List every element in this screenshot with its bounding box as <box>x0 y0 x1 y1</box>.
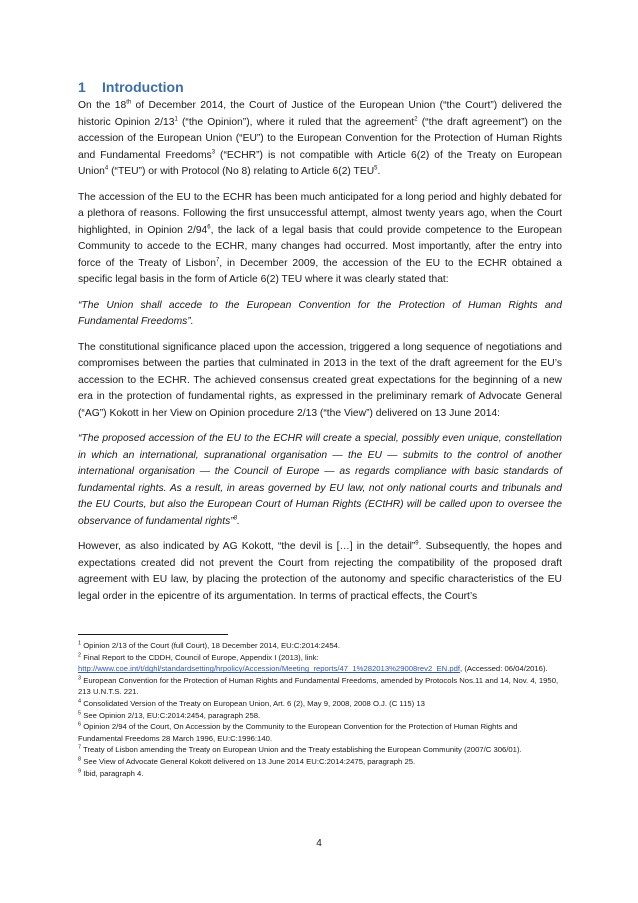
footnote-ref-3: 3 <box>211 149 216 156</box>
text-run: , the lack of a legal basis that could provide competence to the European Community to accede to the ECHR, many changes had occurred. Most importantly, after the entry into force of the Treaty of Lisbon <box>78 224 562 269</box>
text-run: (“the draft agreement”) on the accession of the European Union (“EU”) to the European Convention for the Protection of Human Rights and Fundamental Freedoms <box>78 116 562 161</box>
footnote-4 <box>78 698 562 710</box>
footnote-number: 1 <box>78 640 82 647</box>
main-content <box>78 78 562 614</box>
footnote-text: See Opinion 2/13, EU:C:2014:2454, paragraph 258. <box>81 710 261 720</box>
text-run: , in December 2009, the accession of the EU to the ECHR obtained a specific legal basis in the form of Article 6(2) TEU where it was clearly stated that: <box>78 257 562 285</box>
footnote-text: , (Accessed: 06/04/2016). <box>460 664 548 674</box>
text-run: (“the Opinion”), where it ruled that the agreement <box>177 116 415 128</box>
footnote-3 <box>78 675 562 698</box>
footnote-ref-5: 5 <box>374 165 378 172</box>
text-run: (“TEU”) or with Protocol (No 8) relating to Article 6(2) TEU <box>108 166 375 177</box>
section-heading <box>78 78 562 96</box>
footnote-number: 2 <box>78 652 82 659</box>
footnote-9 <box>78 768 562 780</box>
text-run: of December 2014, the Court of Justice of the European Union (“the Court”) delivered the historic Opinion 2/13 <box>78 100 562 128</box>
footnote-6 <box>78 721 562 744</box>
text-run: The accession of the EU to the ECHR has been much anticipated for a long period and highly debated for a plethora of reasons. Following the first unsuccessful attempt, almost twenty years ago, when the Court highlighted, in Opinion 2/94 <box>78 191 562 236</box>
footnote-8 <box>78 756 562 768</box>
footnote-text: See View of Advocate General Kokott delivered on 13 June 2014 EU:C:2014:2475, paragraph 25. <box>81 756 416 766</box>
footnote-text: Opinion 2/13 of the Court (full Court), 18 December 2014, EU:C:2014:2454. <box>81 641 341 650</box>
footnote-2 <box>78 652 562 675</box>
text-run: “The proposed accession of the EU to the ECHR will create a special, possibly even unique, constellation in which an international, supranational organisation — the EU — submits to the control of another international organisation — the Council of Europe — as regards compliance with basic standards of fundamental rights. As a result, in areas governed by EU law, not only national courts and tribunals and the EU Courts, but also the European Court of Human Rights (ECtHR) will be called upon to oversee the observance of fundamental rights” <box>78 433 562 527</box>
footnote-7 <box>78 744 562 756</box>
page-number: 4 <box>316 838 322 849</box>
paragraph-3: The constitutional significance placed upon the accession, triggered a long sequence of negotiations and compromises between the parties that culminated in 2013 in the text of the draft agreement for the EU’s accession to the ECHR. The achieved consensus created great expectations for the beginning of a new era in the protection of fundamental rights, as expressed in the preliminary remark of Advocate General (“AG”) Kokott in her View on Opinion procedure 2/13 (“the View”) delivered on 13 June 2014: <box>78 341 562 419</box>
footnote-ref-2: 2 <box>414 116 418 123</box>
footnote-link[interactable]: http://www.coe.int/t/dghl/standardsetting/hrpolicy/Accession/Meeting_reports/47_1%282013%29008rev2_EN.pdf <box>78 664 461 674</box>
footnote-text: Final Report to the CDDH, Council of Europe, Appendix I (2013), link: <box>81 652 319 662</box>
quote-2 <box>78 431 562 530</box>
text-run: On the 18 <box>78 100 127 111</box>
text-run: . Subsequently, the hopes and expectations created did not prevent the Court from rejecting the compatibility of the proposed draft agreement with EU law, by placing the protection of the autonomy and specific characteristics of the EU legal order in the epicentre of its argumentation. In terms of practical effects, the Court’s <box>78 541 562 602</box>
superscript-th: th <box>126 99 132 106</box>
footnote-ref-6: 6 <box>207 224 211 231</box>
paragraph-1 <box>78 98 562 181</box>
footnote-ref-7: 7 <box>215 257 220 264</box>
footnote-number: 3 <box>78 675 82 682</box>
footnote-text: European Convention for the Protection of Human Rights and Fundamental Freedoms, amended by Protocols Nos.11 and 14, Nov. 4, 1950, 213 U.N.T.S. 221. <box>78 675 559 697</box>
footnote-number: 8 <box>78 756 82 763</box>
text-run: . <box>377 166 381 177</box>
footnote-text: Consolidated Version of the Treaty on European Union, Art. 6 (2), May 9, 2008, 2008 O.J. (C 115) 13 <box>81 698 425 708</box>
footnote-number: 5 <box>78 710 82 716</box>
quote-1: “The Union shall accede to the European Convention for the Protection of Human Rights and Fundamental Freedoms”. <box>78 299 562 327</box>
footnote-1 <box>78 640 562 652</box>
footnote-ref-8: 8 <box>233 515 238 522</box>
footnote-number: 9 <box>78 767 82 774</box>
footnote-ref-4: 4 <box>104 165 109 172</box>
footnote-ref-1: 1 <box>174 116 178 123</box>
footnote-number: 7 <box>78 744 82 751</box>
footnote-text: Ibid, paragraph 4. <box>81 768 144 778</box>
footnote-ref-9: 9 <box>415 540 419 547</box>
section-number: 1 <box>78 79 86 95</box>
footnotes <box>78 640 562 779</box>
paragraph-2 <box>78 190 562 289</box>
footnote-divider <box>78 634 228 635</box>
text-run: However, as also indicated by AG Kokott, “the devil is […] in the detail” <box>78 541 416 552</box>
paragraph-4 <box>78 539 562 605</box>
footnote-text: Treaty of Lisbon amending the Treaty on European Union and the Treaty establishing the European Community (2007/C 306/01). <box>81 745 522 755</box>
text-run: (“ECHR”) is not compatible with Article 6(2) of the Treaty on European Union <box>78 149 562 177</box>
section-title: Introduction <box>102 79 184 95</box>
footnote-5 <box>78 710 562 722</box>
footnote-number: 6 <box>78 721 82 728</box>
footnote-text: Opinion 2/94 of the Court, On Accession by the Community to the European Convention for the Protection of Human Rights and Fundamental Freedoms 28 March 1996, EU:C:1996:140. <box>78 722 518 743</box>
text-run: . <box>237 515 240 527</box>
footnote-number: 4 <box>78 698 82 705</box>
